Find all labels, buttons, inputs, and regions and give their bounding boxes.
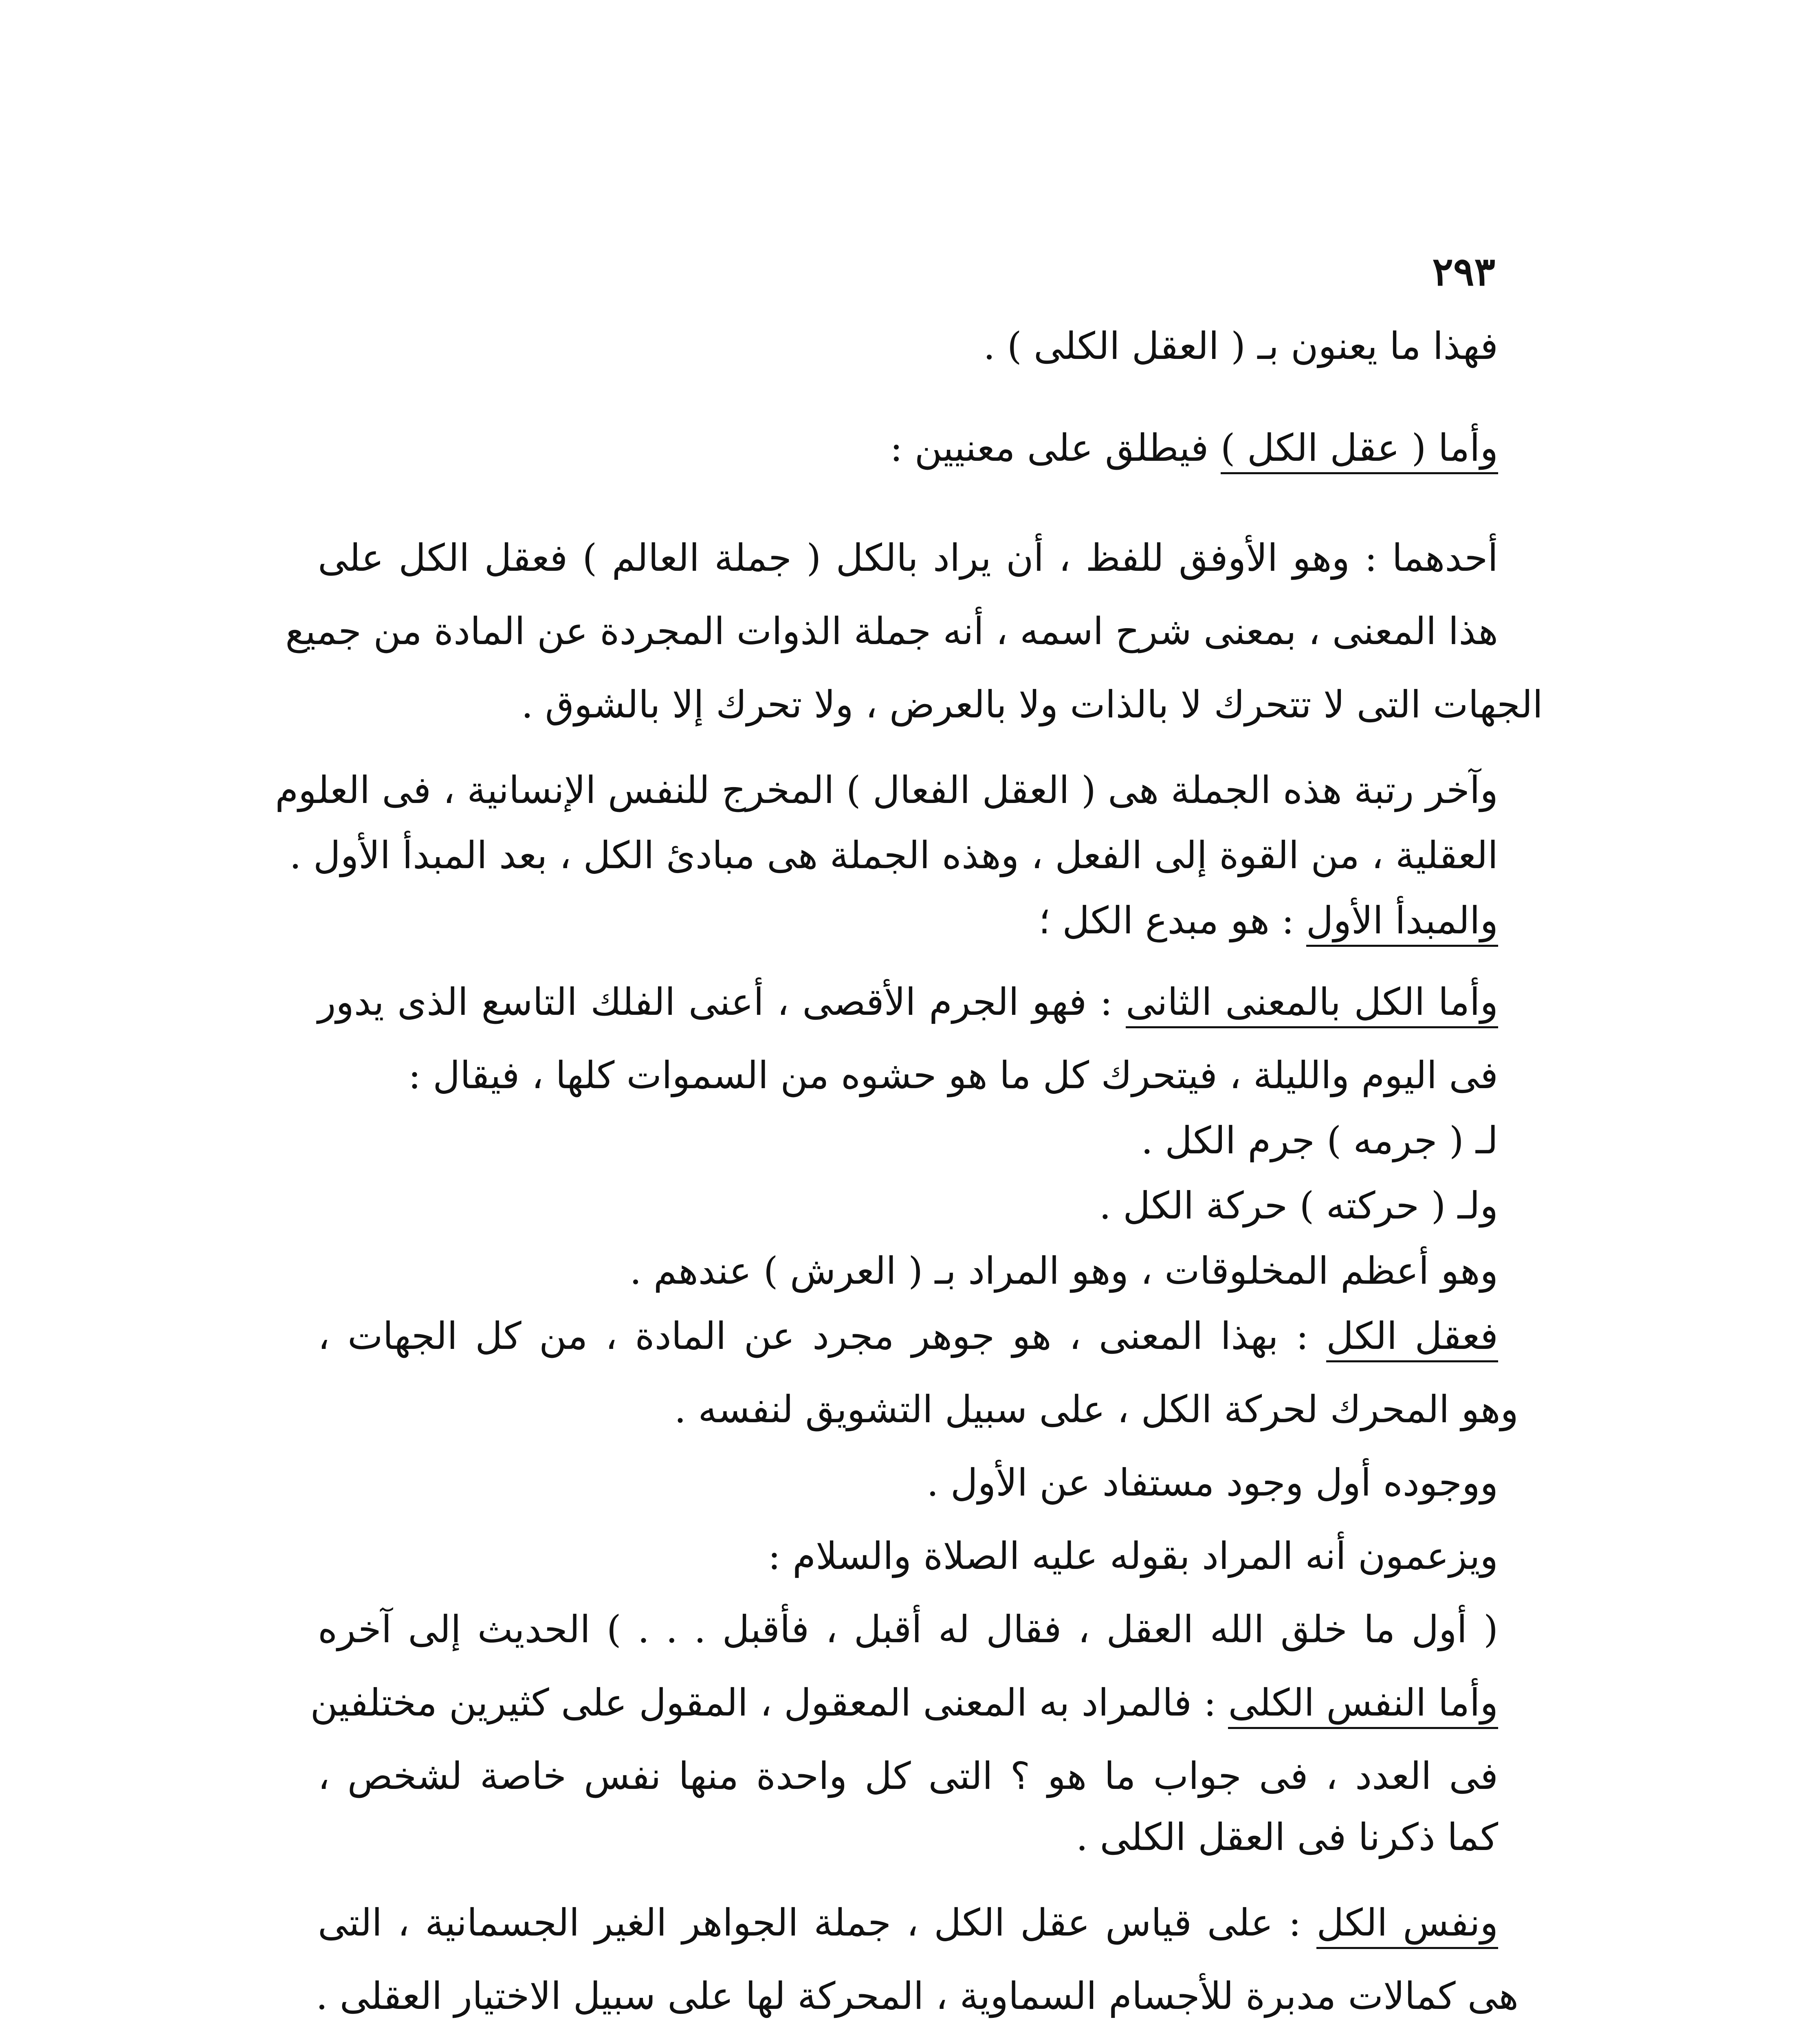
- page-number: ٢٩٣: [1432, 249, 1495, 295]
- text-line: [1039, 892, 1498, 949]
- text-line-rest: : فالمراد به المعنى المعقول ، المقول على كثيرين مختلفين: [310, 1681, 1217, 1725]
- text-line: [890, 420, 1498, 477]
- text-line: ( أول ما خلق الله العقل ، فقال له أقبل ، فأقبل . . . ) الحديث إلى آخره: [318, 1608, 1498, 1651]
- text-line: هذا المعنى ، بمعنى شرح اسمه ، أنه جملة الذوات المجردة عن المادة من جميع: [285, 609, 1498, 653]
- underlined-term: ونفس الكل: [1316, 1901, 1498, 1949]
- text-line: ولـ ( حركته ) حركة الكل .: [1099, 1184, 1498, 1227]
- text-line: أحدهما : وهو الأوفق للفظ ، أن يراد بالكل ( جملة العالم ) فعقل الكل على: [318, 536, 1498, 580]
- text-line: ووجوده أول وجود مستفاد عن الأول .: [927, 1461, 1498, 1505]
- underlined-term: وأما النفس الكلى: [1228, 1681, 1498, 1729]
- text-line-rest: فيطلق على معنيين :: [890, 426, 1209, 470]
- underlined-term: فعقل الكل: [1326, 1314, 1498, 1362]
- text-line: فى العدد ، فى جواب ما هو ؟ التى كل واحدة منها نفس خاصة لشخص ،: [318, 1754, 1498, 1798]
- text-line: لـ ( جرمه ) جرم الكل .: [1141, 1119, 1498, 1162]
- text-line: [318, 1894, 1498, 1951]
- text-line: فى اليوم والليلة ، فيتحرك كل ما هو حشوه من السموات كلها ، فيقال :: [408, 1054, 1498, 1097]
- text-line-rest: : هو مبدع الكل ؛: [1038, 899, 1294, 942]
- text-line-rest: : بهذا المعنى ، هو جوهر مجرد عن المادة ، من كل الجهات ،: [318, 1314, 1309, 1358]
- text-line: كما ذكرنا فى العقل الكلى .: [1076, 1815, 1498, 1859]
- underlined-term: وأما الكل بالمعنى الثانى: [1126, 980, 1498, 1028]
- text-line: الجهات التى لا تتحرك لا بالذات ولا بالعرض ، ولا تحرك إلا بالشوق .: [521, 683, 1543, 726]
- text-line: [318, 1308, 1498, 1365]
- text-line: هى كمالات مدبرة للأجسام السماوية ، المحركة لها على سبيل الاختيار العقلى .: [316, 1974, 1519, 2018]
- text-line: وهو المحرك لحركة الكل ، على سبيل التشويق لنفسه .: [674, 1388, 1519, 1431]
- underlined-term: والمبدأ الأول: [1306, 899, 1498, 947]
- text-line: العقلية ، من القوة إلى الفعل ، وهذه الجملة هى مبادئ الكل ، بعد المبدأ الأول .: [289, 834, 1498, 877]
- underlined-term: وأما ( عقل الكل ): [1221, 426, 1498, 474]
- text-line: ويزعمون أنه المراد بقوله عليه الصلاة والسلام :: [768, 1534, 1498, 1578]
- text-line: وهو أعظم المخلوقات ، وهو المراد بـ ( العرش ) عندهم .: [629, 1249, 1498, 1293]
- text-line-rest: : فهو الجرم الأقصى ، أعنى الفلك التاسع الذى يدور: [318, 980, 1113, 1024]
- text-line: فهذا ما يعنون بـ ( العقل الكلى ) .: [983, 324, 1498, 368]
- text-line-rest: : على قياس عقل الكل ، جملة الجواهر الغير الجسمانية ، التى: [318, 1901, 1301, 1945]
- text-line: [318, 974, 1498, 1031]
- text-line: وآخر رتبة هذه الجملة هى ( العقل الفعال ) المخرج للنفس الإنسانية ، فى العلوم: [275, 768, 1498, 812]
- text-line: [310, 1674, 1498, 1731]
